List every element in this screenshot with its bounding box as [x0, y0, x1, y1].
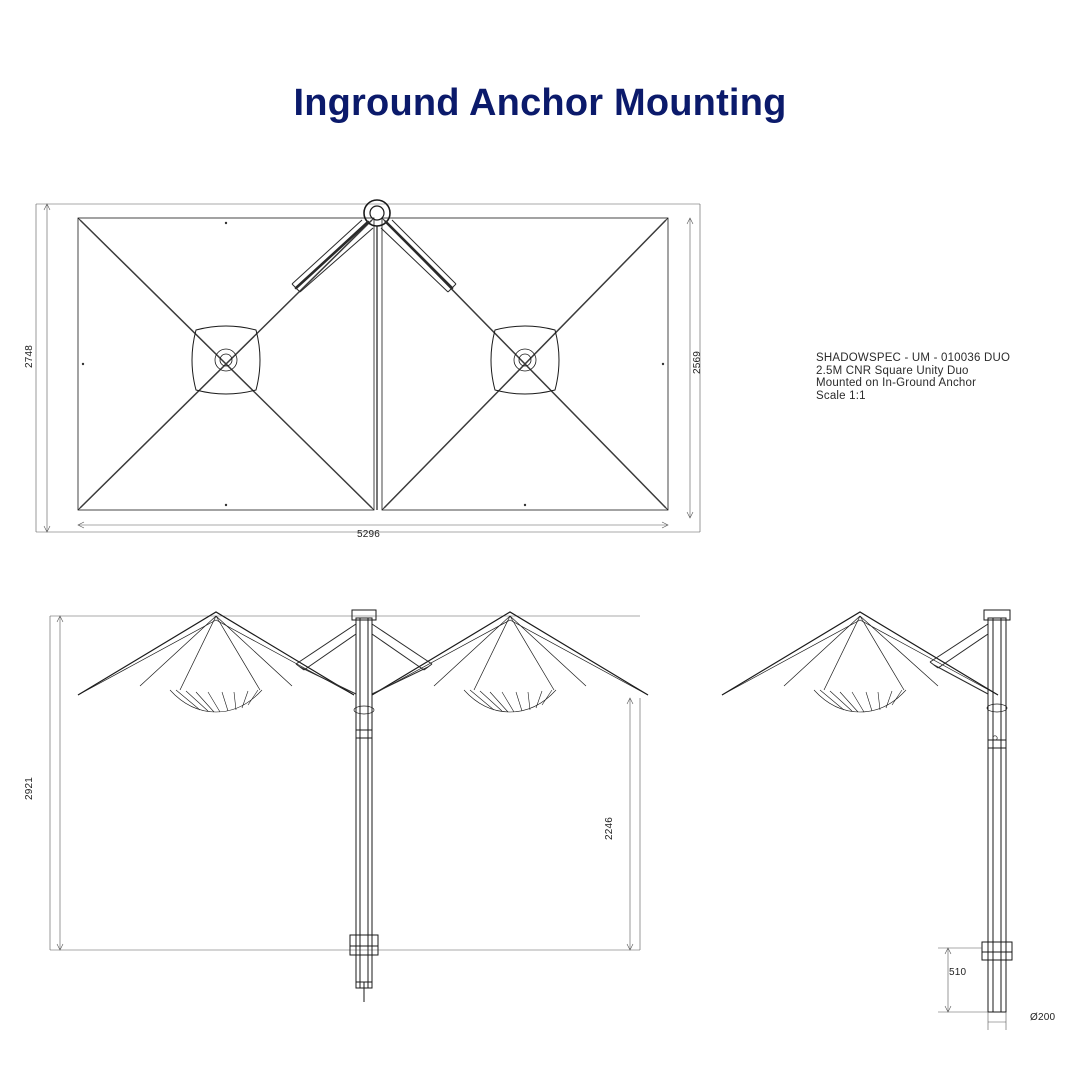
- spec-block: [816, 352, 1066, 402]
- spec-line-1: SHADOWSPEC - UM - 010036 DUO: [816, 352, 1011, 364]
- plan-view: [0, 180, 760, 560]
- page-title: Inground Anchor Mounting: [293, 82, 787, 124]
- plan-dim-left-height: 2748: [24, 344, 35, 368]
- front-dim-overall-height: 2921: [24, 776, 35, 800]
- plan-dim-right-height: 2569: [692, 350, 703, 374]
- front-elevation-svg: [20, 590, 680, 1030]
- side-dim-anchor-depth: 510: [949, 967, 967, 978]
- spec-line-3: Mounted on In-Ground Anchor: [816, 377, 977, 390]
- spec-line-4: Scale 1:1: [816, 389, 866, 402]
- plan-view-svg: [0, 180, 760, 560]
- spec-line-2: 2.5M CNR Square Unity Duo: [816, 364, 969, 377]
- side-elevation-view: [690, 590, 1080, 1040]
- front-dim-canopy-height: 2246: [604, 816, 615, 840]
- plan-dim-bottom-width: 5296: [357, 529, 381, 540]
- side-dim-anchor-diameter: Ø200: [1030, 1012, 1056, 1023]
- front-elevation-view: [20, 590, 680, 1030]
- side-elevation-svg: [690, 590, 1080, 1040]
